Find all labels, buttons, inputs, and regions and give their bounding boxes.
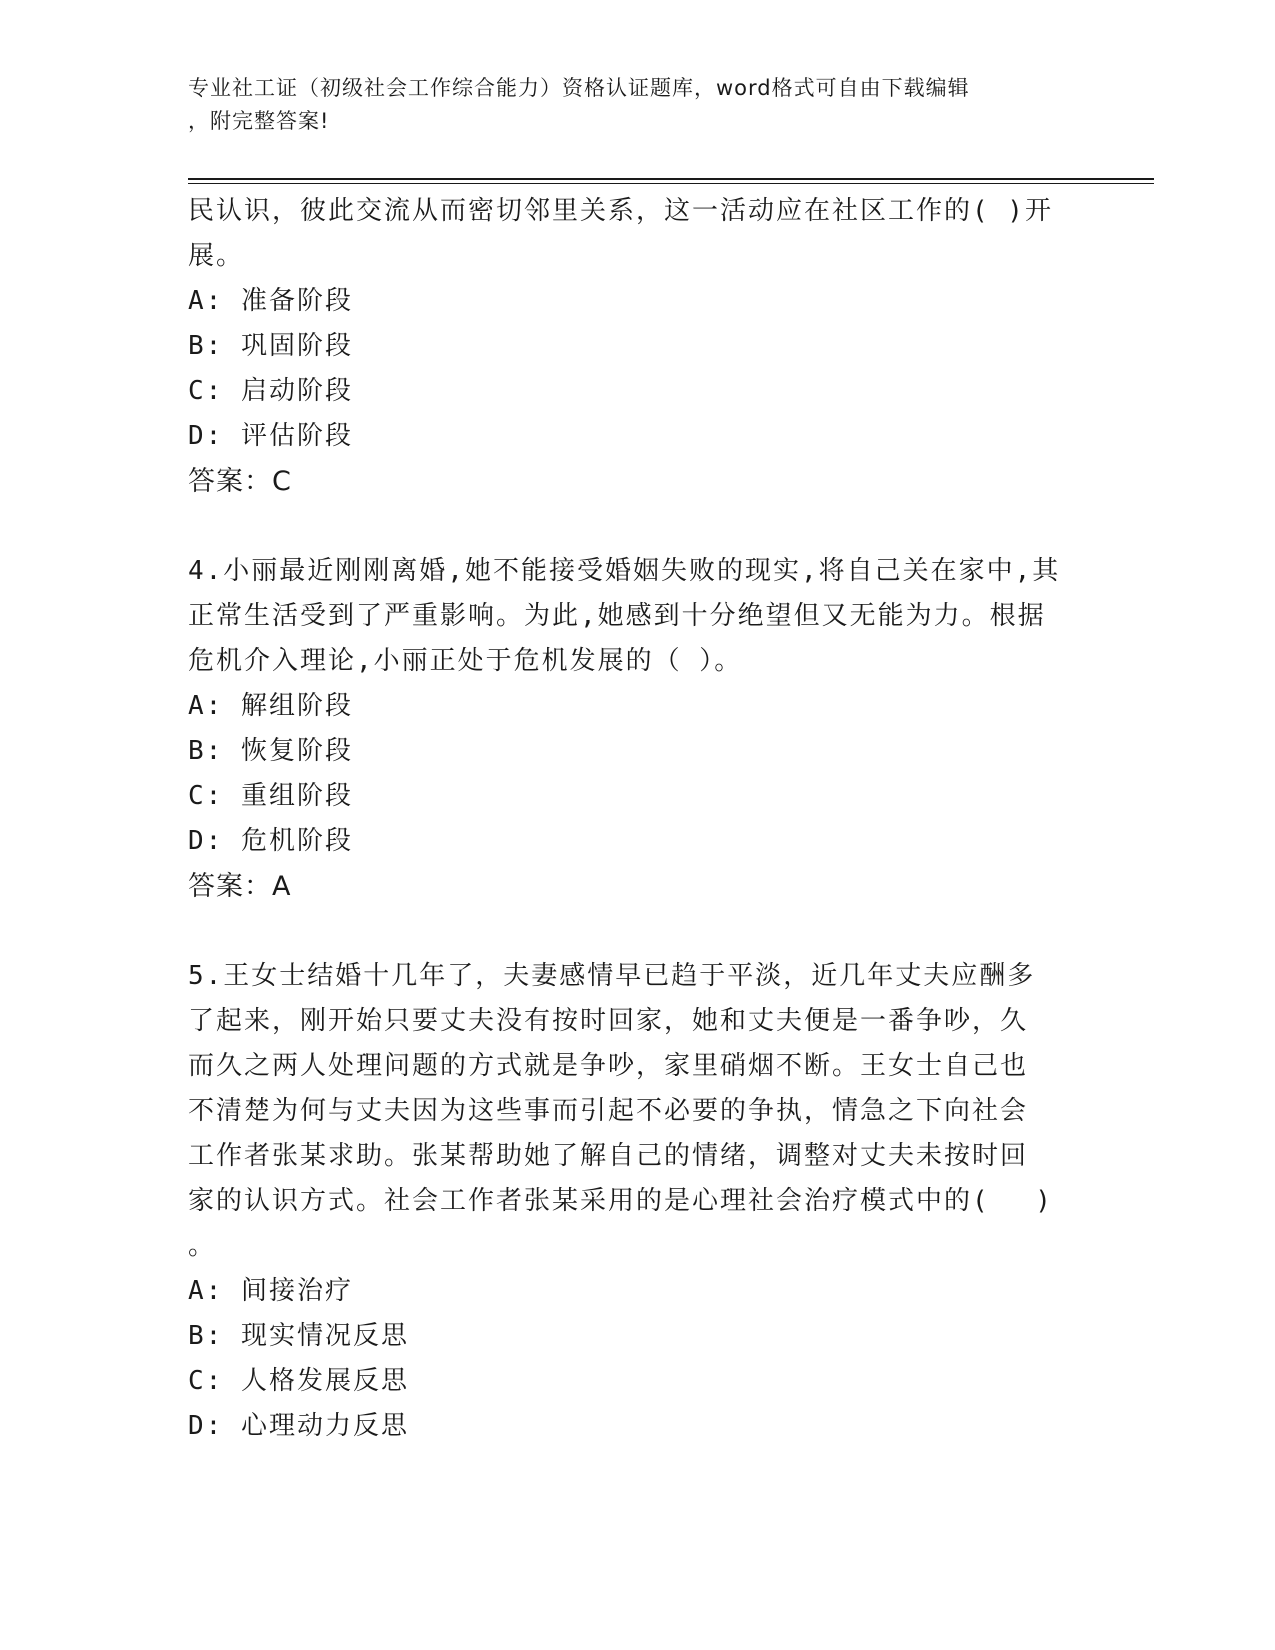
option-b: B: 巩固阶段 [188,331,353,361]
header-line-2: ，附完整答案! [188,109,330,133]
header-divider-thick [188,178,1154,180]
question-3 [188,189,1078,504]
question-stem-line: 工作者张某求助。张某帮助她了解自己的情绪，调整对丈夫未按时回 [188,1141,1029,1171]
option-c: C: 重组阶段 [188,781,353,811]
option-c: C: 启动阶段 [188,376,353,406]
question-stem-line: 5.王女士结婚十几年了，夫妻感情早已趋于平淡，近几年丈夫应酬多 [188,961,1036,991]
option-c: C: 人格发展反思 [188,1366,409,1396]
page-header [188,72,1068,138]
question-stem-line: 危机介入理论,小丽正处于危机发展的（ ）。 [188,646,743,676]
answer-text: 答案：C [188,466,292,497]
option-d: D: 评估阶段 [188,421,353,451]
question-stem-line: 展。 [188,241,245,271]
option-d: D: 心理动力反思 [188,1411,409,1441]
spacer [188,504,1078,549]
question-stem-line: 了起来，刚开始只要丈夫没有按时回家，她和丈夫便是一番争吵，久 [188,1006,1029,1036]
option-d: D: 危机阶段 [188,826,353,856]
question-stem-line: 家的认识方式。社会工作者张某采用的是心理社会治疗模式中的( ) [188,1186,1053,1216]
question-stem-line: 而久之两人处理问题的方式就是争吵，家里硝烟不断。王女士自己也 [188,1051,1029,1081]
answer-text: 答案：A [188,871,292,902]
header-line-1: 专业社工证（初级社会工作综合能力）资格认证题库，word格式可自由下载编辑 [188,76,970,100]
question-stem-line: 正常生活受到了严重影响。为此,她感到十分绝望但又无能为力。根据 [188,601,1046,631]
header-divider-thin [188,183,1154,184]
option-b: B: 恢复阶段 [188,736,353,766]
question-stem-line: 民认识，彼此交流从而密切邻里关系，这一活动应在社区工作的( )开 [188,196,1053,226]
question-5 [188,954,1078,1449]
option-a: A: 间接治疗 [188,1276,353,1306]
spacer [188,909,1078,954]
question-stem-line: 。 [188,1231,217,1261]
option-a: A: 解组阶段 [188,691,353,721]
question-content [188,189,1078,1449]
option-a: A: 准备阶段 [188,286,353,316]
option-b: B: 现实情况反思 [188,1321,409,1351]
question-4 [188,549,1078,909]
question-stem-line: 不清楚为何与丈夫因为这些事而引起不必要的争执，情急之下向社会 [188,1096,1029,1126]
question-stem-line: 4.小丽最近刚刚离婚,她不能接受婚姻失败的现实,将自己关在家中,其 [188,556,1061,586]
